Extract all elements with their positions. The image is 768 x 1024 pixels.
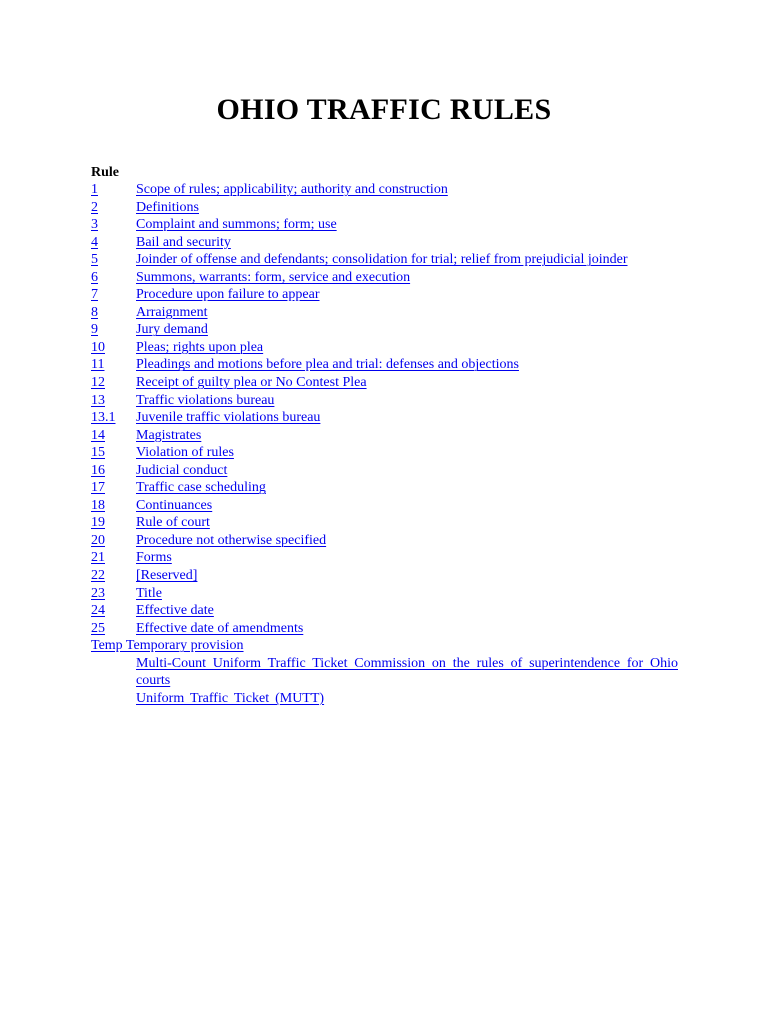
rule-number-link[interactable]: 21 — [91, 550, 105, 566]
rule-row — [91, 602, 691, 620]
rule-number-link[interactable]: 12 — [91, 375, 105, 391]
rule-row — [91, 549, 691, 567]
rule-description — [136, 392, 691, 410]
rule-description-link[interactable]: Summons, warrants: form, service and execution — [136, 269, 411, 285]
rule-description-link[interactable]: Jury demand — [136, 322, 208, 338]
rule-number-link[interactable]: 9 — [91, 322, 98, 338]
rule-description — [136, 585, 691, 603]
rule-description-link[interactable]: Pleas; rights upon plea — [136, 339, 264, 355]
rule-description-link[interactable]: Complaint and summons; form; use — [136, 217, 337, 233]
rule-description-link[interactable]: Receipt of guilty plea or No Contest Plea — [136, 375, 367, 391]
rule-row — [91, 444, 691, 462]
rule-description-link[interactable]: Rule of court — [136, 515, 210, 531]
rule-description — [136, 620, 691, 638]
rule-row — [91, 497, 691, 515]
rule-description — [136, 251, 691, 269]
rule-row — [91, 339, 691, 357]
rule-row — [91, 269, 691, 287]
rule-description — [136, 549, 691, 567]
additional-item — [136, 690, 678, 708]
rule-number-link[interactable]: 24 — [91, 603, 105, 619]
rules-list — [91, 181, 691, 707]
rule-description — [136, 234, 691, 252]
rule-row — [91, 321, 691, 339]
additional-item — [136, 655, 678, 690]
rule-description-link[interactable]: Joinder of offense and defendants; consolidation for trial; relief from prejudicial joinder — [136, 252, 628, 268]
rule-row — [91, 567, 691, 585]
temp-provision-link[interactable]: Temp Temporary provision — [91, 638, 244, 654]
rule-description-link[interactable]: Effective date of amendments — [136, 620, 304, 636]
rule-description-link[interactable]: Judicial conduct — [136, 462, 228, 478]
rule-description-link[interactable]: Violation of rules — [136, 445, 234, 461]
additional-item-link[interactable]: Multi-Count Uniform Traffic Ticket Commission on the rules of superintendence for Ohio courts — [136, 655, 678, 689]
document-title: OHIO TRAFFIC RULES — [216, 93, 552, 126]
rule-description-link[interactable]: Title — [136, 585, 162, 601]
rule-number-link[interactable]: 18 — [91, 497, 105, 513]
rule-description — [136, 532, 691, 550]
rule-number-link[interactable]: 16 — [91, 462, 105, 478]
rule-description — [136, 216, 691, 234]
rule-number-link[interactable]: 13 — [91, 392, 105, 408]
rule-description-link[interactable]: Procedure upon failure to appear — [136, 287, 320, 303]
rule-description — [136, 567, 691, 585]
rule-description-link[interactable]: Traffic violations bureau — [136, 392, 275, 408]
rule-description — [136, 514, 691, 532]
rule-number-link[interactable]: 6 — [91, 269, 98, 285]
rule-number-link[interactable]: 2 — [91, 199, 98, 215]
rule-number-link[interactable]: 20 — [91, 532, 105, 548]
rule-description-link[interactable]: Arraignment — [136, 304, 208, 320]
rule-number-link[interactable]: 13.1 — [91, 410, 116, 426]
rule-description-link[interactable]: Procedure not otherwise specified — [136, 532, 327, 548]
rule-row — [91, 532, 691, 550]
rule-row — [91, 251, 691, 269]
rule-description — [136, 321, 691, 339]
rule-description — [136, 427, 691, 445]
rule-description — [136, 304, 691, 322]
rule-description-link[interactable]: Bail and security — [136, 234, 231, 250]
rule-description-link[interactable]: Definitions — [136, 199, 199, 215]
rule-description — [136, 462, 691, 480]
rule-number-link[interactable]: 3 — [91, 217, 98, 233]
rule-description — [136, 356, 691, 374]
rule-number-link[interactable]: 19 — [91, 515, 105, 531]
rule-number-link[interactable]: 22 — [91, 568, 105, 584]
rule-row — [91, 216, 691, 234]
rule-description — [136, 181, 691, 199]
rule-number-link[interactable]: 5 — [91, 252, 98, 268]
rule-description-link[interactable]: [Reserved] — [136, 568, 198, 584]
rule-description — [136, 479, 691, 497]
rule-number-link[interactable]: 4 — [91, 234, 98, 250]
rule-row — [91, 462, 691, 480]
rule-description — [136, 286, 691, 304]
rule-description — [136, 374, 691, 392]
additional-item-link[interactable]: Uniform Traffic Ticket (MUTT) — [136, 690, 325, 706]
rule-description-link[interactable]: Forms — [136, 550, 172, 566]
temp-provision-row — [91, 637, 691, 655]
rule-row — [91, 409, 691, 427]
rule-row — [91, 514, 691, 532]
rule-row — [91, 479, 691, 497]
rule-row — [91, 286, 691, 304]
rule-number-link[interactable]: 14 — [91, 427, 105, 443]
rule-row — [91, 374, 691, 392]
rule-row — [91, 181, 691, 199]
rule-description-link[interactable]: Scope of rules; applicability; authority and construction — [136, 182, 448, 197]
rule-row — [91, 356, 691, 374]
rule-description — [136, 444, 691, 462]
rule-number-link[interactable]: 1 — [91, 182, 98, 197]
rule-row — [91, 585, 691, 603]
rule-description — [136, 497, 691, 515]
rule-number-link[interactable]: 11 — [91, 357, 105, 373]
rule-description-link[interactable]: Effective date — [136, 603, 214, 619]
rule-description-link[interactable]: Magistrates — [136, 427, 202, 443]
rule-description — [136, 409, 691, 427]
rule-row — [91, 392, 691, 410]
rule-column-heading: Rule — [91, 165, 119, 180]
rule-description-link[interactable]: Pleadings and motions before plea and trial: defenses and objections — [136, 357, 519, 373]
rule-description — [136, 269, 691, 287]
rule-number-link[interactable]: 15 — [91, 445, 105, 461]
rule-row — [91, 427, 691, 445]
rule-number-link[interactable]: 8 — [91, 304, 98, 320]
rule-number-link[interactable]: 10 — [91, 339, 105, 355]
rule-description-link[interactable]: Juvenile traffic violations bureau — [136, 410, 321, 426]
rule-row — [91, 620, 691, 638]
rule-row — [91, 234, 691, 252]
rule-description — [136, 602, 691, 620]
rule-row — [91, 304, 691, 322]
rule-number-link[interactable]: 17 — [91, 480, 105, 496]
rule-number-link[interactable]: 25 — [91, 620, 105, 636]
rule-description-link[interactable]: Traffic case scheduling — [136, 480, 266, 496]
rule-description — [136, 199, 691, 217]
rule-number-link[interactable]: 7 — [91, 287, 98, 303]
rule-description — [136, 339, 691, 357]
rule-row — [91, 199, 691, 217]
rule-number-link[interactable]: 23 — [91, 585, 105, 601]
rule-description-link[interactable]: Continuances — [136, 497, 213, 513]
